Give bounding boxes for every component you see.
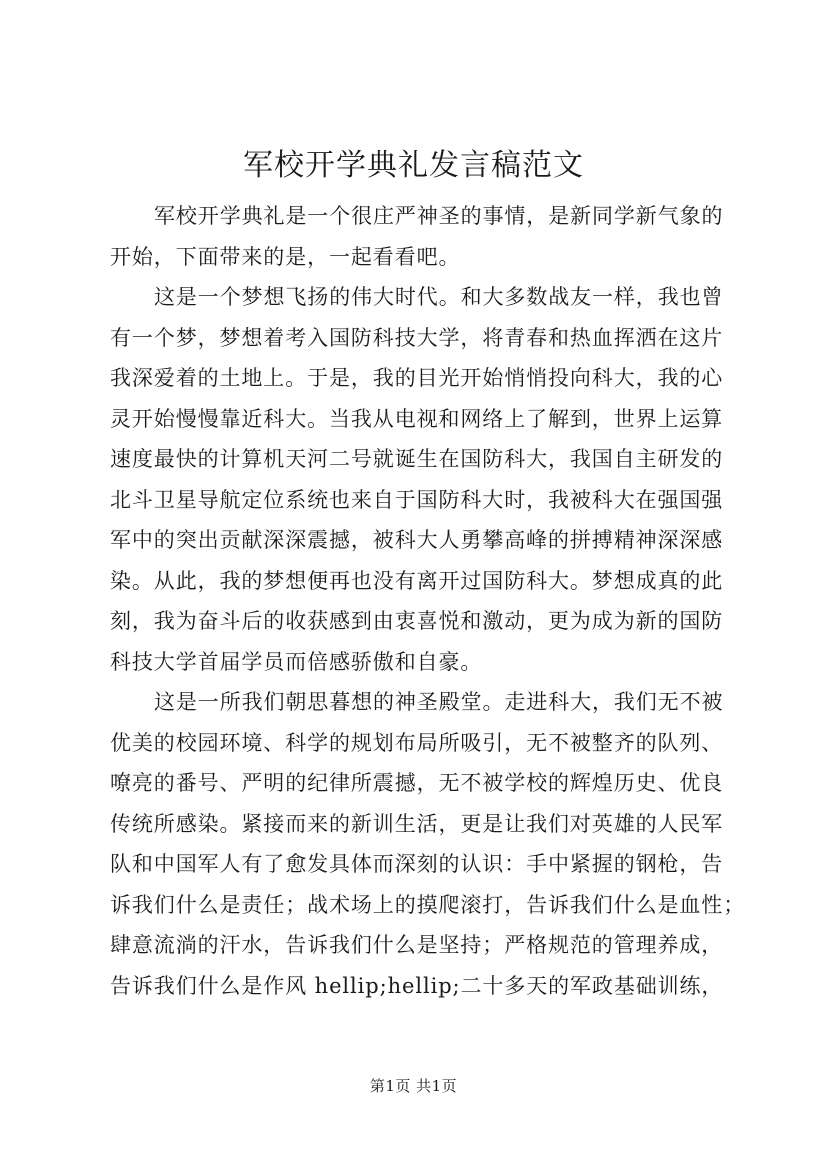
paragraph-line: 刻，我为奋斗后的收获感到由衷喜悦和激动，更为成为新的国防 xyxy=(110,609,724,633)
paragraph-line: 这是一个梦想飞扬的伟大时代。和大多数战友一样，我也曾 xyxy=(154,285,724,309)
paragraph-line: 嘹亮的番号、严明的纪律所震撼，无不被学校的辉煌历史、优良 xyxy=(110,771,724,795)
paragraph-line: 有一个梦，梦想着考入国防科技大学，将青春和热血挥洒在这片 xyxy=(110,325,724,350)
paragraph-line: 北斗卫星导航定位系统也来自于国防科大时，我被科大在强国强 xyxy=(110,487,724,512)
paragraph-line: 速度最快的计算机天河二号就诞生在国防科大，我国自主研发的 xyxy=(110,447,724,471)
paragraph-line: 肆意流淌的汗水，告诉我们什么是坚持；严格规范的管理养成， xyxy=(110,933,724,957)
paragraph-line: 我深爱着的土地上。于是，我的目光开始悄悄投向科大，我的心 xyxy=(110,366,724,390)
paragraph-line: 优美的校园环境、科学的规划布局所吸引，无不被整齐的队列、 xyxy=(110,730,724,755)
paragraph-line: 告诉我们什么是作风 hellip;hellip;二十多天的军政基础训练， xyxy=(110,973,724,998)
paragraph-line: 染。从此，我的梦想便再也没有离开过国防科大。梦想成真的此 xyxy=(110,568,724,593)
document-body xyxy=(110,196,746,1006)
paragraph-line: 开始，下面带来的是，一起看看吧。 xyxy=(110,244,461,269)
paragraph-line: 传统所感染。紧接而来的新训生活，更是让我们对英雄的人民军 xyxy=(110,811,724,836)
paragraph-line: 诉我们什么是责任；战术场上的摸爬滚打，告诉我们什么是血性； xyxy=(110,892,746,917)
page-footer: 第1页 共1页 xyxy=(369,1077,458,1095)
paragraph-line: 军校开学典礼是一个很庄严神圣的事情，是新同学新气象的 xyxy=(154,204,724,228)
paragraph-line: 这是一所我们朝思暮想的神圣殿堂。走进科大，我们无不被 xyxy=(154,690,724,714)
paragraph-line: 军中的突出贡献深深震撼，被科大人勇攀高峰的拼搏精神深深感 xyxy=(110,528,724,552)
paragraph-line: 队和中国军人有了愈发具体而深刻的认识：手中紧握的钢枪，告 xyxy=(110,852,724,876)
paragraph-line: 灵开始慢慢靠近科大。当我从电视和网络上了解到，世界上运算 xyxy=(110,406,724,431)
document-title: 军校开学典礼发言稿范文 xyxy=(243,148,584,183)
paragraph-line: 科技大学首届学员而倍感骄傲和自豪。 xyxy=(110,649,483,674)
